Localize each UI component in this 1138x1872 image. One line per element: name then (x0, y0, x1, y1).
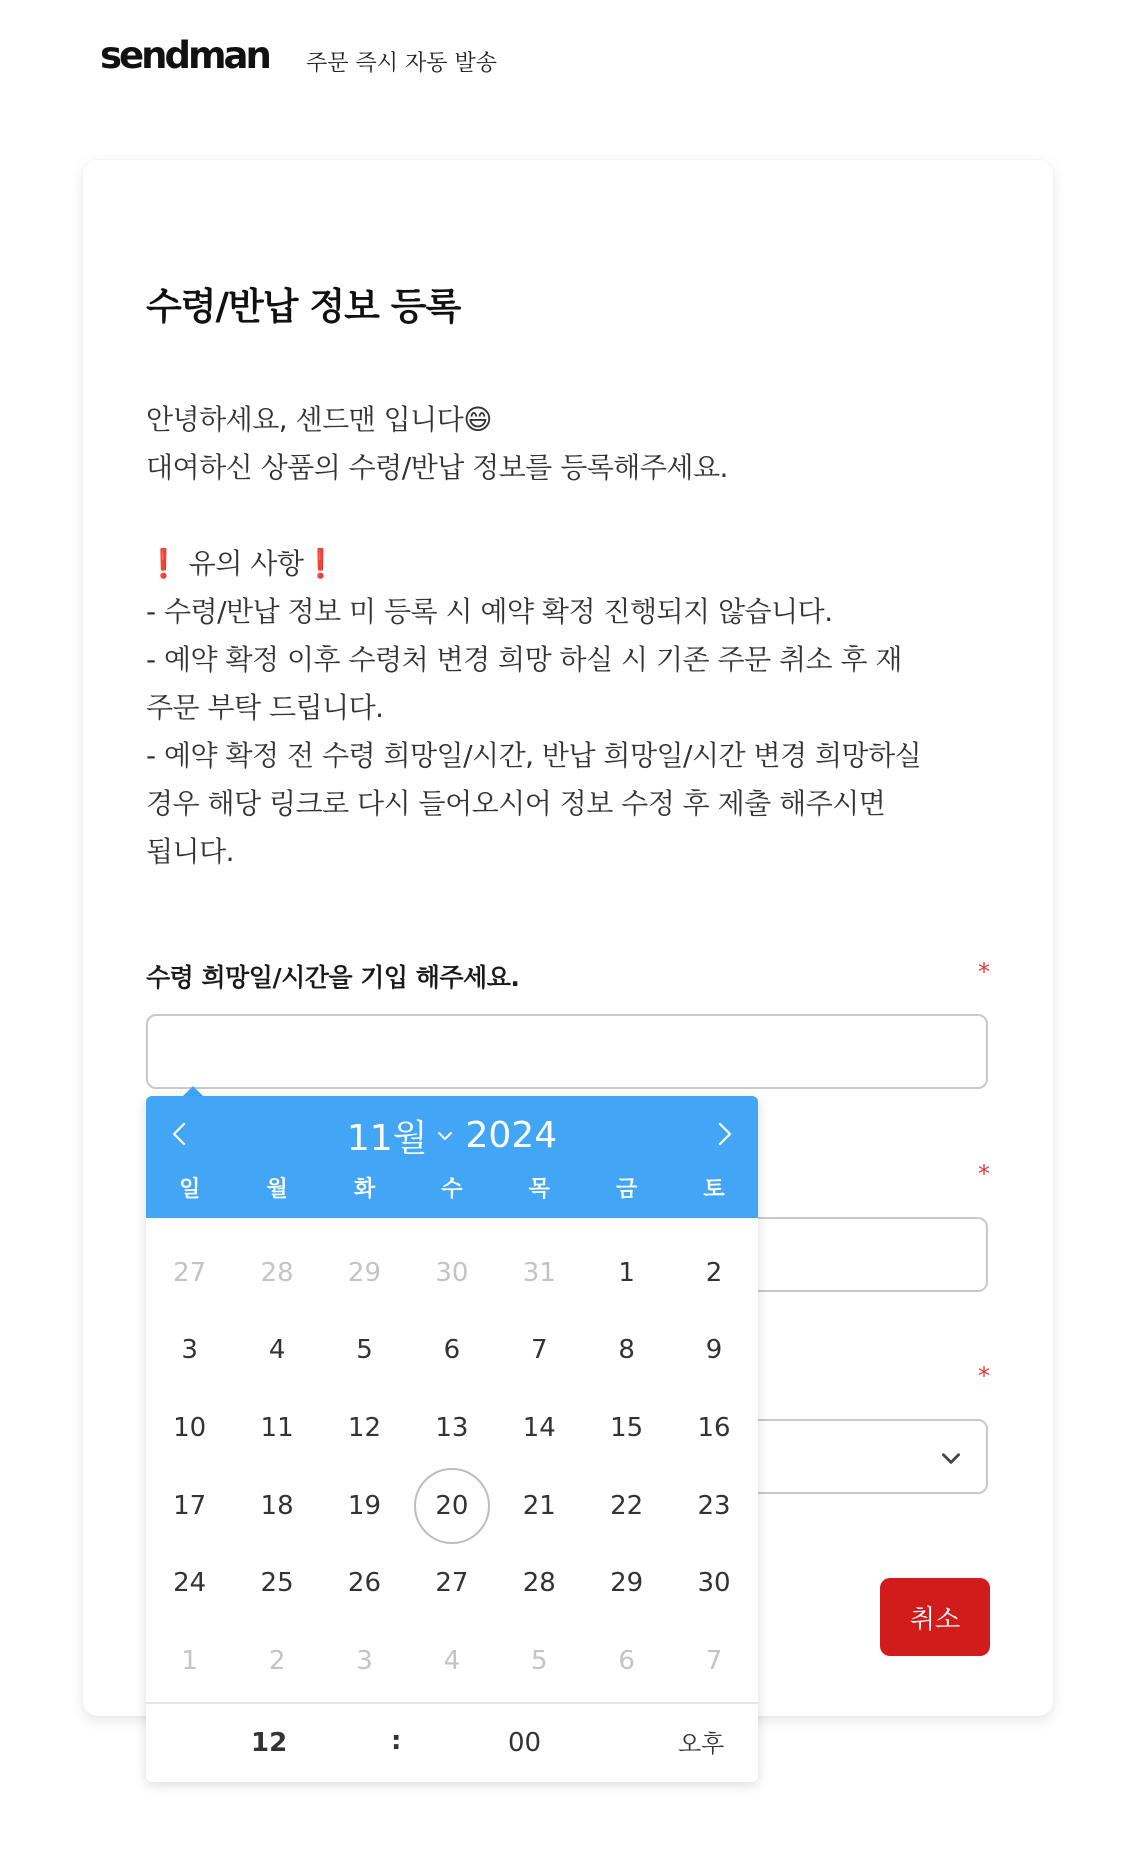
calendar-day[interactable] (496, 1389, 583, 1467)
days-grid (146, 1234, 758, 1700)
calendar-day[interactable] (321, 1622, 408, 1700)
calendar-day[interactable] (583, 1467, 670, 1545)
calendar-day[interactable] (321, 1467, 408, 1545)
calendar-day-number: 26 (347, 1568, 382, 1599)
chevron-down-icon (938, 1445, 964, 1471)
note-line: - 예약 확정 전 수령 희망일/시간, 반납 희망일/시간 변경 희망하실 (146, 739, 922, 772)
greeting-text: 안녕하세요, 센드맨 입니다😄 (146, 403, 492, 436)
calendar-day[interactable] (146, 1234, 233, 1312)
calendar-day[interactable] (408, 1622, 495, 1700)
calendar-day[interactable] (583, 1234, 670, 1312)
calendar-day-number: 28 (260, 1257, 294, 1288)
calendar-day[interactable] (321, 1544, 408, 1622)
calendar-day-number: 13 (435, 1412, 469, 1443)
calendar-day-number: 19 (347, 1490, 382, 1521)
calendar-day[interactable] (321, 1312, 408, 1390)
calendar-day-number: 27 (435, 1568, 469, 1599)
calendar-day-number: 20 (414, 1468, 490, 1544)
required-mark: * (978, 1160, 990, 1188)
note-line: - 수령/반납 정보 미 등록 시 예약 확정 진행되지 않습니다. (146, 595, 833, 628)
calendar-day-number: 5 (356, 1335, 373, 1366)
pickup-datetime-input[interactable] (146, 1014, 988, 1089)
tagline: 주문 즉시 자동 발송 (306, 51, 497, 76)
weekday-label: 목 (528, 1177, 550, 1202)
calendar-day-number: 12 (347, 1412, 382, 1443)
calendar-day[interactable] (583, 1544, 670, 1622)
calendar-day[interactable] (146, 1389, 233, 1467)
calendar-day[interactable] (233, 1467, 320, 1545)
calendar-day-number: 3 (356, 1645, 373, 1676)
calendar-day[interactable] (233, 1389, 320, 1467)
calendar-day-number: 29 (347, 1257, 382, 1288)
calendar-day-number: 27 (173, 1257, 207, 1288)
required-mark: * (978, 958, 990, 986)
calendar-day[interactable] (408, 1544, 495, 1622)
calendar-day-number: 14 (522, 1412, 556, 1443)
calendar-day-number: 30 (435, 1257, 469, 1288)
time-separator: : (391, 1726, 402, 1756)
calendar-day[interactable] (146, 1312, 233, 1390)
calendar-day[interactable] (233, 1312, 320, 1390)
calendar-day-today[interactable] (408, 1467, 495, 1545)
chevron-down-icon[interactable] (435, 1126, 455, 1146)
calendar-day[interactable] (146, 1467, 233, 1545)
note-line: 주문 부탁 드립니다. (146, 691, 384, 724)
ampm-toggle[interactable]: 오후 (678, 1730, 725, 1758)
weekday-row (146, 1172, 758, 1203)
calendar-day-number: 7 (705, 1645, 723, 1676)
calendar-day-number: 21 (522, 1490, 556, 1521)
calendar-day[interactable] (670, 1622, 757, 1700)
calendar-day[interactable] (670, 1389, 757, 1467)
calendar-day-number: 4 (443, 1645, 461, 1676)
calendar-day[interactable] (583, 1622, 670, 1700)
calendar-day[interactable] (670, 1544, 757, 1622)
calendar-header (146, 1096, 758, 1218)
notice-title-text: 유의 사항 (188, 547, 304, 580)
note-line: - 예약 확정 이후 수령처 변경 희망 하실 시 기존 주문 취소 후 재 (146, 643, 902, 676)
calendar-day[interactable] (408, 1234, 495, 1312)
calendar-day[interactable] (670, 1234, 757, 1312)
date-picker (146, 1096, 758, 1782)
calendar-day[interactable] (670, 1467, 757, 1545)
month-year (146, 1110, 758, 1161)
chevron-right-icon[interactable] (704, 1114, 744, 1154)
calendar-day-number: 4 (268, 1335, 286, 1366)
note-line: 경우 해당 링크로 다시 들어오시어 정보 수정 후 제출 해주시면 (146, 787, 886, 820)
calendar-day[interactable] (233, 1234, 320, 1312)
cancel-button[interactable]: 취소 (880, 1578, 990, 1656)
calendar-day-number: 16 (697, 1412, 731, 1443)
calendar-day-number: 17 (173, 1490, 207, 1521)
calendar-day-number: 28 (522, 1568, 556, 1599)
header (0, 0, 1138, 110)
calendar-day-number: 29 (610, 1568, 644, 1599)
calendar-day-number: 5 (530, 1645, 548, 1676)
month-select[interactable]: 11월 (346, 1118, 428, 1159)
weekday-label: 화 (353, 1177, 376, 1202)
year-input[interactable]: 2024 (465, 1115, 558, 1156)
calendar-day[interactable] (583, 1312, 670, 1390)
calendar-day-number: 15 (610, 1412, 644, 1443)
calendar-day-number: 3 (181, 1335, 198, 1366)
calendar-day-number: 6 (618, 1645, 635, 1676)
calendar-day-number: 9 (705, 1335, 723, 1366)
calendar-day-number: 1 (181, 1645, 198, 1676)
calendar-day-number: 6 (443, 1335, 461, 1366)
calendar-day-number: 23 (697, 1490, 731, 1521)
weekday-label: 토 (703, 1177, 725, 1202)
calendar-day[interactable] (496, 1622, 583, 1700)
calendar-day-number: 2 (268, 1645, 286, 1676)
calendar-day-number: 11 (260, 1412, 294, 1443)
calendar-day-number: 22 (610, 1490, 644, 1521)
calendar-day-number: 1 (618, 1257, 635, 1288)
form-title: 수령/반납 정보 등록 (146, 285, 461, 328)
calendar-day[interactable] (321, 1389, 408, 1467)
calendar-day-number: 8 (618, 1335, 635, 1366)
calendar-day[interactable] (146, 1622, 233, 1700)
calendar-day[interactable] (496, 1312, 583, 1390)
weekday-label: 일 (179, 1177, 201, 1202)
time-picker (146, 1702, 758, 1782)
hour-input[interactable]: 12 (251, 1728, 288, 1758)
calendar-day[interactable] (146, 1544, 233, 1622)
calendar-day[interactable] (583, 1389, 670, 1467)
calendar-day-number: 18 (260, 1490, 294, 1521)
calendar-day[interactable] (408, 1389, 495, 1467)
logo[interactable]: sendman (100, 34, 269, 77)
form-description (146, 396, 966, 876)
minute-input[interactable]: 00 (508, 1728, 542, 1758)
calendar-day-number: 25 (260, 1568, 294, 1599)
calendar-day[interactable] (233, 1544, 320, 1622)
calendar-day-number: 31 (522, 1257, 556, 1288)
weekday-label: 금 (616, 1177, 638, 1202)
calendar-day-number: 7 (530, 1335, 548, 1366)
exclamation-icon: ❗ (303, 547, 338, 580)
calendar-day-number: 24 (173, 1568, 207, 1599)
weekday-label: 수 (441, 1177, 463, 1202)
calendar-day-number: 10 (173, 1412, 207, 1443)
notice-title (146, 540, 966, 588)
calendar-day[interactable] (496, 1467, 583, 1545)
intro-text: 대여하신 상품의 수령/반납 정보를 등록해주세요. (146, 451, 728, 484)
note-line: 됩니다. (146, 835, 235, 868)
weekday-label: 월 (266, 1177, 288, 1202)
pickup-datetime-label: 수령 희망일/시간을 기입 해주세요. (146, 963, 520, 992)
calendar-day[interactable] (670, 1312, 757, 1390)
calendar-day-number: 2 (705, 1257, 723, 1288)
calendar-day[interactable] (233, 1622, 320, 1700)
calendar-day-number: 30 (697, 1568, 731, 1599)
exclamation-icon: ❗ (146, 547, 181, 580)
calendar-day[interactable] (496, 1234, 583, 1312)
required-mark: * (978, 1362, 990, 1390)
calendar-day[interactable] (408, 1312, 495, 1390)
calendar-day[interactable] (496, 1544, 583, 1622)
calendar-day[interactable] (321, 1234, 408, 1312)
